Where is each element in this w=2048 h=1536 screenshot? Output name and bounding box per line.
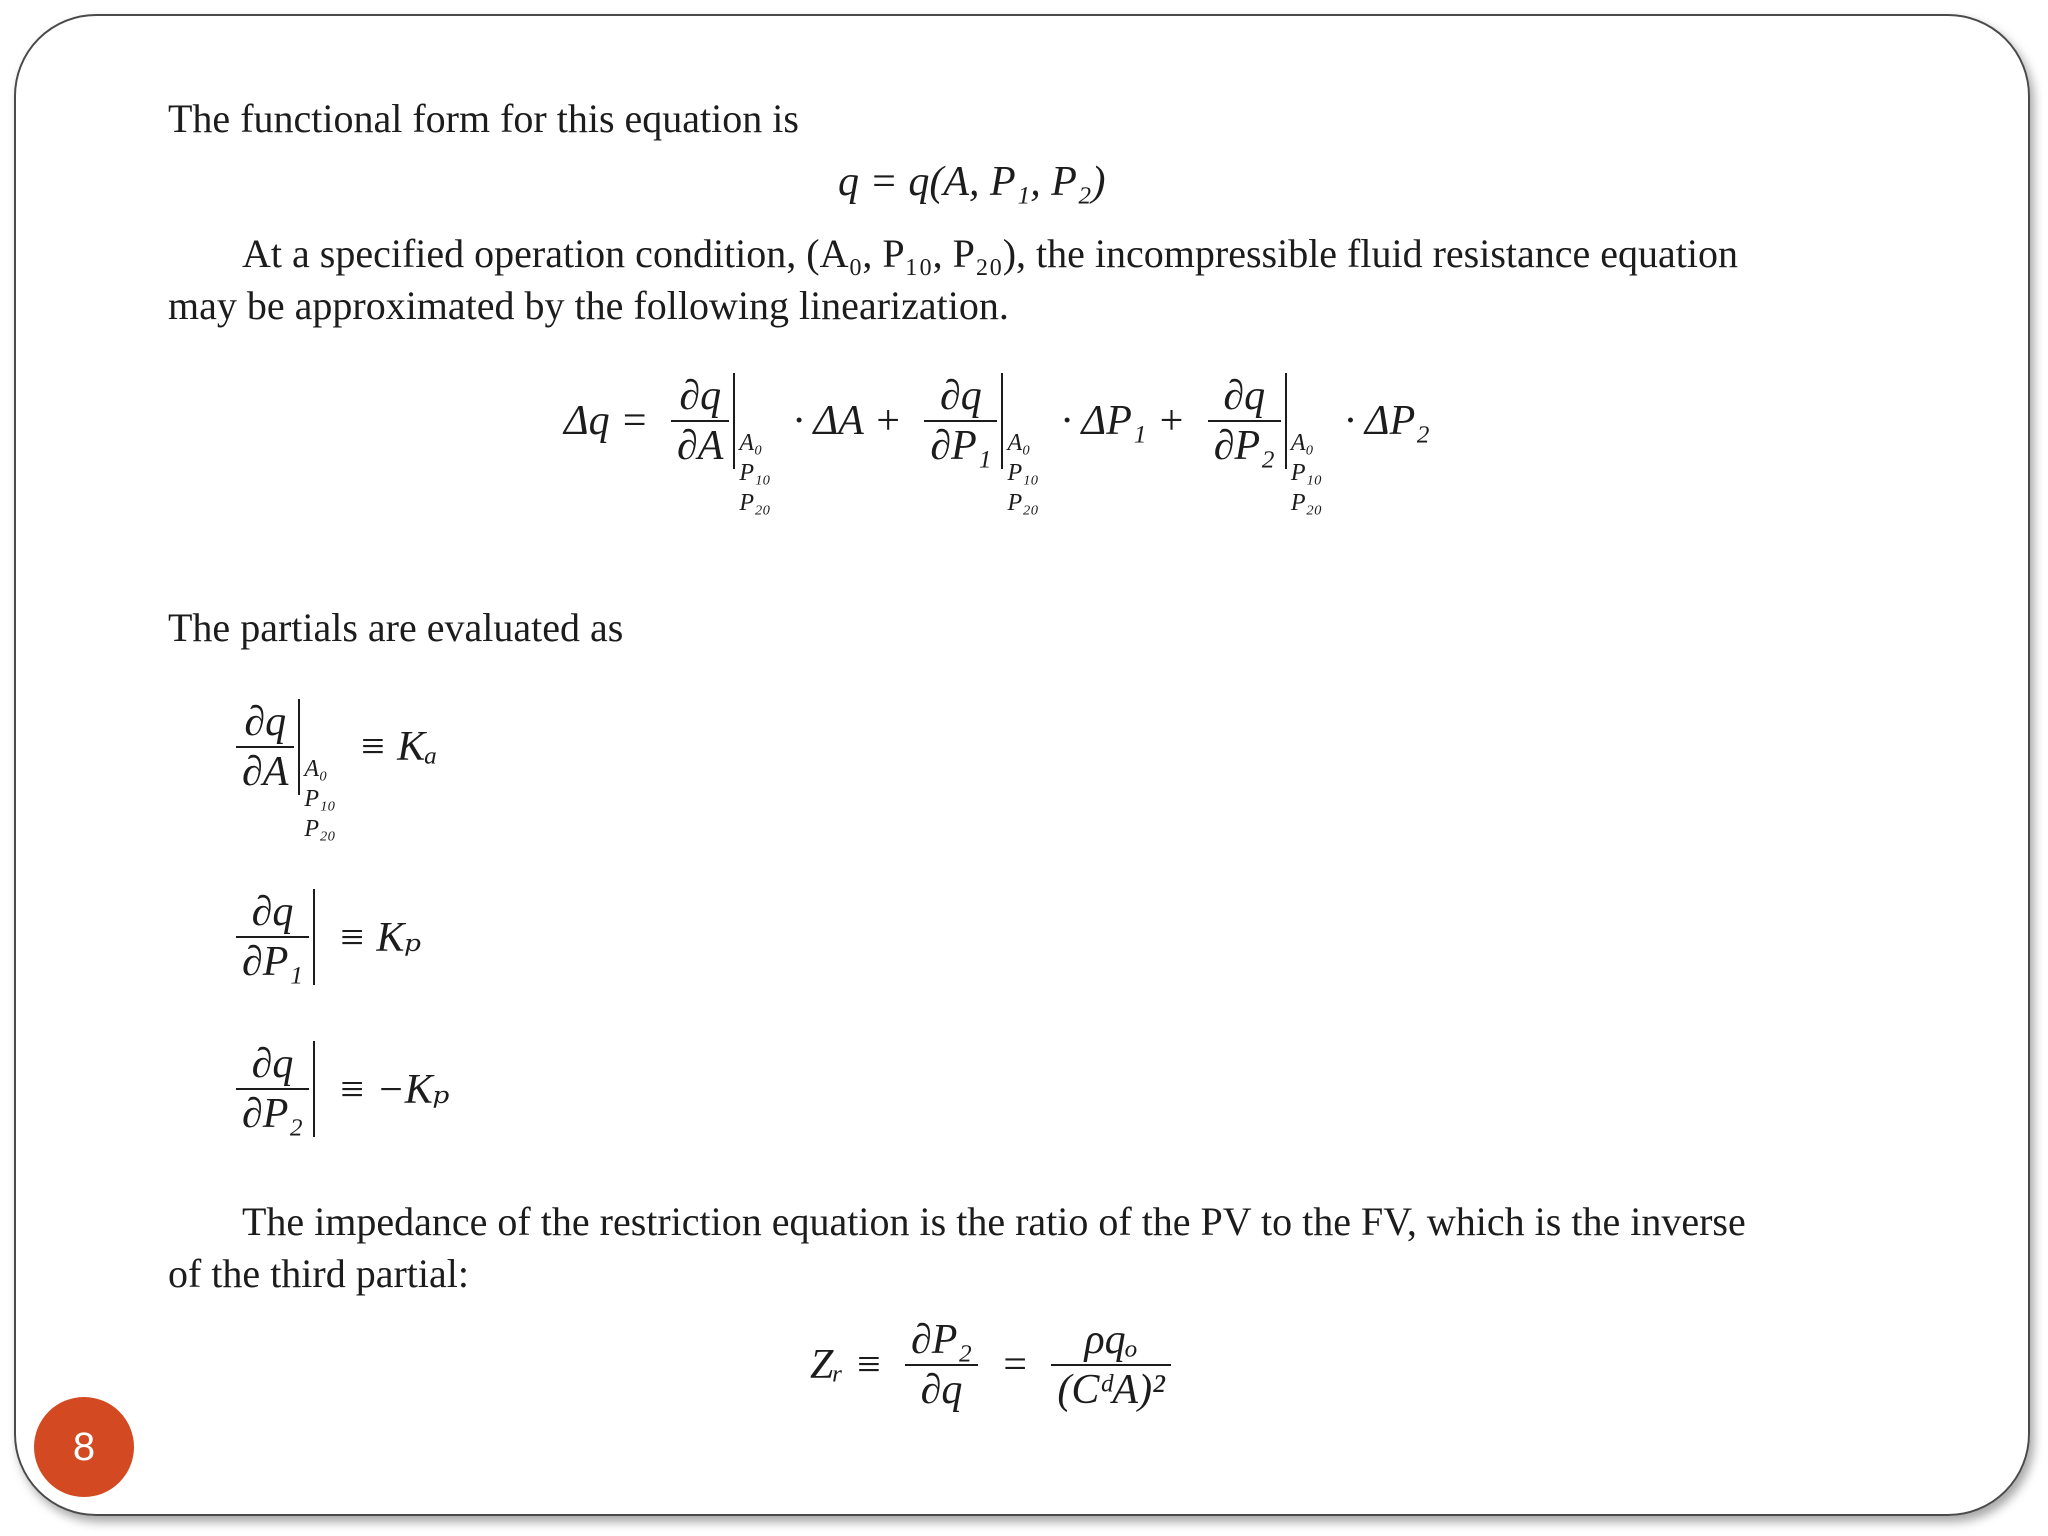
paragraph1-line1: At a specified operation condition, (A₀, P₁₀, P₂₀), the incompressible fluid resistance equation: [242, 231, 1739, 276]
partial-eq-Ka: [236, 698, 449, 844]
rhs-Kp: ≡ Kₚ: [337, 915, 422, 962]
equals-sign: =: [1000, 1342, 1029, 1389]
partial-fraction-P2: [1208, 372, 1281, 471]
evaluation-bar: [1285, 373, 1287, 469]
evaluation-point: A₀ P₁₀ P₂₀: [1007, 430, 1039, 516]
partial-fraction-P2: $\frac{\partial q}{\text{∂P₂}}$: [236, 1040, 309, 1139]
delta-q-lhs: Δq =: [564, 398, 649, 445]
evaluation-point: A₀ P₁₀ P₂₀: [304, 756, 336, 842]
evaluation-bar: [1001, 373, 1003, 469]
partial-fraction-P1: [924, 372, 997, 471]
slide-number-badge: 8: [34, 1397, 134, 1497]
intro-line: The functional form for this equation is: [168, 96, 799, 141]
partial-fraction-P1: $\frac{\partial q}{\text{∂P₁}}$: [236, 888, 309, 987]
denominator: ∂A: [677, 423, 724, 470]
paragraph2-line1: The impedance of the restriction equation is the ratio of the PV to the FV, which is the inverse: [242, 1199, 1746, 1244]
paragraph1-line2: may be approximated by the following linearization.: [168, 283, 1009, 328]
impedance-lhs: Zᵣ ≡: [810, 1342, 883, 1389]
rhs-Ka: ≡ Kₐ: [358, 724, 438, 771]
denominator: ∂P₂: [1213, 423, 1275, 470]
paragraph2-line2: of the third partial:: [168, 1251, 470, 1296]
evaluation-bar: [313, 1041, 315, 1137]
term-delta-A: · ΔA +: [793, 398, 902, 445]
impedance-fraction-1: $\frac{\text{∂P₂}}{\partial q}$: [905, 1316, 978, 1415]
impedance-equation: [798, 1316, 1171, 1415]
numerator: ∂q: [671, 372, 729, 422]
numerator: ∂q: [1208, 372, 1281, 422]
impedance-fraction-2: $\frac{\text{ρqₒ}}{\text{(CᵈA)²}}$: [1051, 1316, 1170, 1415]
functional-form-equation: q = q(A, P₁, P₂): [838, 159, 1106, 205]
numerator: ∂q: [924, 372, 997, 422]
term-delta-P1: · ΔP₁ +: [1061, 398, 1186, 445]
evaluation-bar: [733, 373, 735, 469]
evaluation-point: A₀ P₁₀ P₂₀: [1290, 430, 1323, 516]
partial-fraction-A: [671, 372, 729, 471]
partial-eq-Kp: [236, 888, 433, 987]
linearization-equation: [552, 372, 1442, 518]
evaluation-point: A₀ P₁₀ P₂₀: [739, 430, 771, 516]
rhs-neg-Kp: ≡ −Kₚ: [337, 1067, 450, 1114]
partial-eq-neg-Kp: [236, 1040, 462, 1139]
evaluation-bar: [298, 699, 300, 795]
partials-intro: The partials are evaluated as: [168, 605, 624, 650]
partial-fraction-A: $\frac{\partial q}{\partial A}$: [236, 698, 294, 797]
term-delta-P2: · ΔP₂: [1344, 398, 1430, 445]
evaluation-bar: [313, 889, 315, 985]
denominator: ∂P₁: [930, 423, 992, 470]
